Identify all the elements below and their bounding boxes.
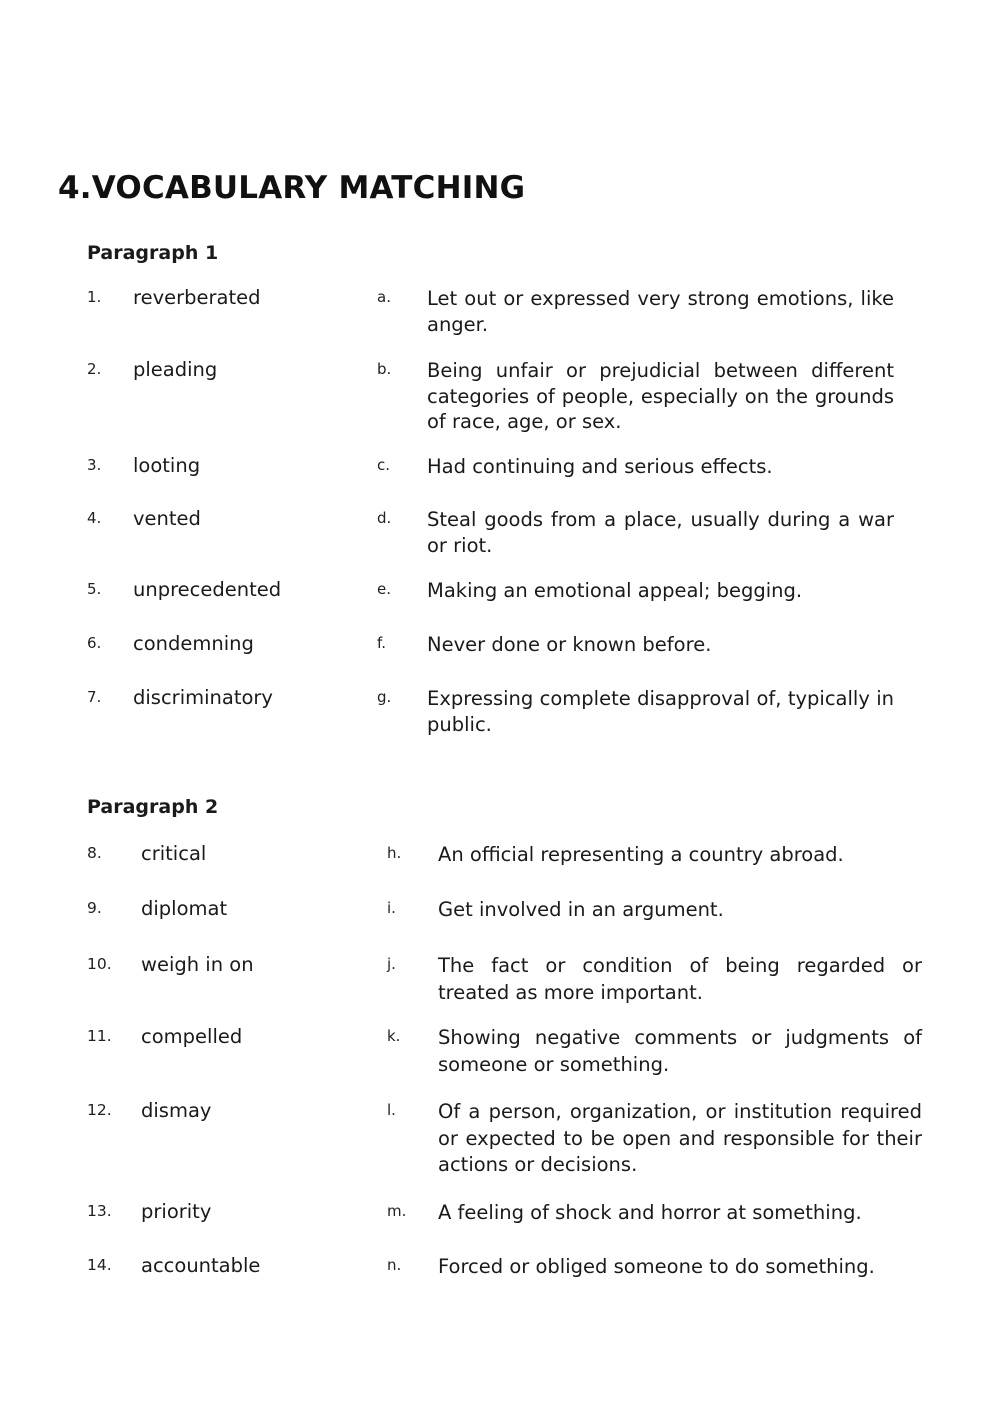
definition-letter: e. (377, 580, 391, 598)
definition-text: Get involved in an argument. (438, 898, 724, 921)
definition-letter: g. (377, 688, 392, 706)
vocab-word: condemning (133, 632, 254, 655)
vocab-word: discriminatory (133, 686, 273, 709)
vocab-word: pleading (133, 358, 218, 381)
vocab-word: weigh in on (141, 953, 254, 976)
item-number: 7. (87, 688, 102, 706)
item-number: 8. (87, 844, 102, 862)
definition-text: An official representing a country abroad. (438, 843, 844, 866)
definition-letter: i. (387, 899, 396, 917)
item-number: 13. (87, 1202, 112, 1220)
definition-letter: f. (377, 634, 386, 652)
vocab-word: accountable (141, 1254, 261, 1277)
item-number: 11. (87, 1027, 112, 1045)
paragraph-2-heading: Paragraph 2 (87, 796, 219, 818)
vocab-word: unprecedented (133, 578, 282, 601)
page-title: 4.VOCABULARY MATCHING (58, 170, 526, 206)
definition-text: Forced or obliged someone to do something. (438, 1255, 875, 1278)
vocab-word: dismay (141, 1099, 212, 1122)
item-number: 14. (87, 1256, 112, 1274)
item-number: 12. (87, 1101, 112, 1119)
definition-letter: j. (387, 955, 396, 973)
definition-text: Expressing complete disapproval of, typically in public. (427, 687, 894, 736)
vocab-word: priority (141, 1200, 212, 1223)
definition-text: A feeling of shock and horror at something. (438, 1201, 862, 1224)
vocab-word: compelled (141, 1025, 243, 1048)
item-number: 5. (87, 580, 102, 598)
vocab-word: critical (141, 842, 207, 865)
definition-letter: m. (387, 1202, 407, 1220)
definition-text: Steal goods from a place, usually during a war or riot. (427, 508, 894, 557)
item-number: 3. (87, 456, 102, 474)
definition-text: Showing negative comments or judgments of someone or something. (438, 1026, 922, 1076)
definition-letter: b. (377, 360, 392, 378)
definition-text: Being unfair or prejudicial between different categories of people, especially on the grounds of race, age, or sex. (427, 359, 894, 433)
definition-text: Making an emotional appeal; begging. (427, 579, 803, 602)
item-number: 2. (87, 360, 102, 378)
item-number: 9. (87, 899, 102, 917)
definition-letter: k. (387, 1027, 401, 1045)
item-number: 4. (87, 509, 102, 527)
definition-letter: a. (377, 288, 391, 306)
vocab-word: reverberated (133, 286, 261, 309)
definition-letter: l. (387, 1101, 396, 1119)
item-number: 10. (87, 955, 112, 973)
definition-letter: h. (387, 844, 402, 862)
definition-text: Had continuing and serious effects. (427, 455, 773, 478)
definition-letter: n. (387, 1256, 402, 1274)
definition-letter: d. (377, 509, 392, 527)
definition-text: Of a person, organization, or institution required or expected to be open and responsible for their actions or decisions. (438, 1100, 922, 1176)
vocab-word: diplomat (141, 897, 228, 920)
definition-letter: c. (377, 456, 391, 474)
paragraph-1-heading: Paragraph 1 (87, 242, 219, 264)
item-number: 6. (87, 634, 102, 652)
vocab-word: looting (133, 454, 201, 477)
vocab-word: vented (133, 507, 201, 530)
definition-text: Never done or known before. (427, 633, 712, 656)
item-number: 1. (87, 288, 102, 306)
definition-text: Let out or expressed very strong emotions, like anger. (427, 287, 894, 336)
definition-text: The fact or condition of being regarded or treated as more important. (438, 954, 922, 1004)
